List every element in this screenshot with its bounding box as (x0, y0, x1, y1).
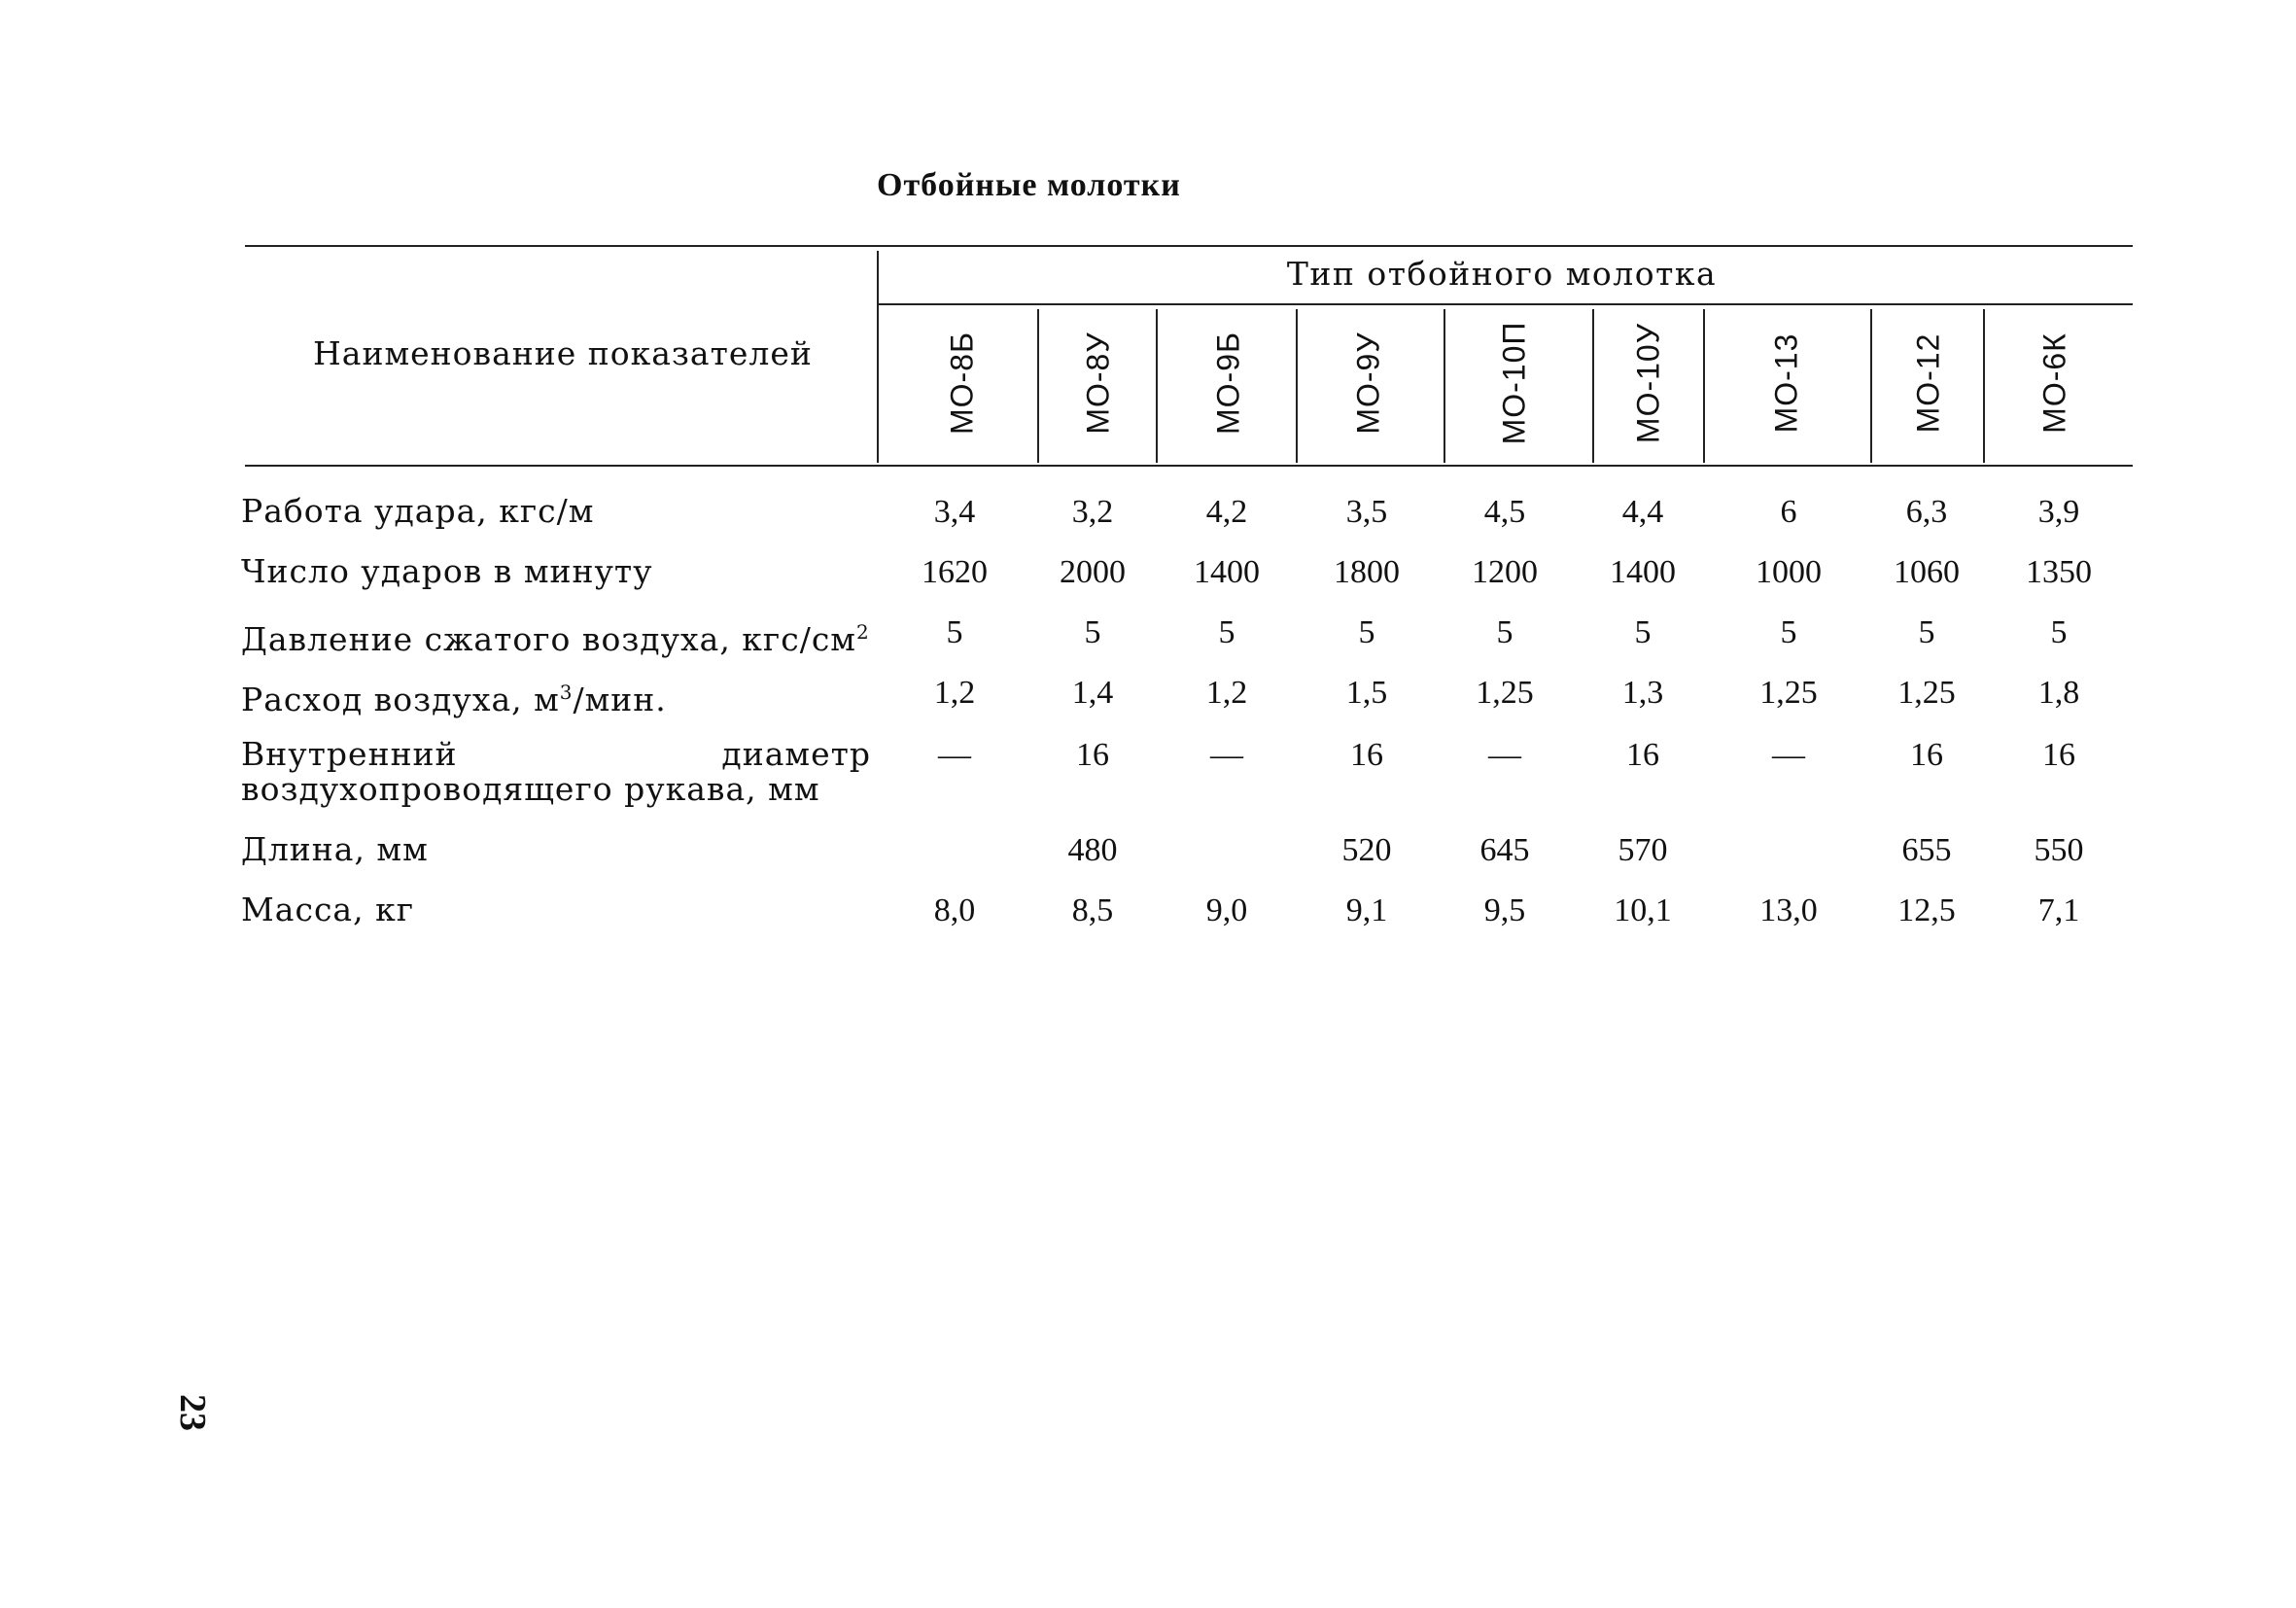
table-cell: 9,0 (1205, 892, 1248, 928)
row-label-air-consumption: Расход воздуха, $м^3$/мин. (241, 681, 667, 718)
row-label-impact-energy: Работа удара, кгс/м (241, 492, 595, 530)
table-cell: 3,5 (1345, 494, 1388, 530)
table-cell: 2000 (1060, 554, 1126, 590)
table-cell: 1,25 (1759, 675, 1818, 711)
column-header-mo-9b: МО-9Б (1210, 332, 1246, 435)
table-cell: 1,2 (1205, 675, 1248, 711)
column-header-mo-8u: МО-8У (1080, 332, 1116, 435)
table-cell: — (1210, 737, 1243, 773)
column-header-mo-6k: МО-6К (2036, 332, 2072, 434)
table-cell: 1,2 (933, 675, 976, 711)
table-cell: 1800 (1334, 554, 1400, 590)
table-cell: 1,25 (1897, 675, 1956, 711)
group-rule (879, 303, 2133, 305)
top-rule (245, 245, 2133, 247)
table-cell: 3,9 (2037, 494, 2080, 530)
table-cell: 5 (1358, 614, 1375, 650)
table-cell: 9,1 (1345, 892, 1388, 928)
table-cell: 5 (1496, 614, 1513, 650)
row-label-blows-per-minute: Число ударов в минуту (241, 552, 653, 590)
table-cell: 1350 (2026, 554, 2092, 590)
table-cell: 645 (1479, 832, 1530, 868)
table-cell: 5 (1218, 614, 1235, 650)
table-cell: 12,5 (1897, 892, 1956, 928)
table-cell: 13,0 (1759, 892, 1818, 928)
table-cell: 4,5 (1483, 494, 1526, 530)
table-cell: 1200 (1472, 554, 1538, 590)
table-cell: 4,2 (1205, 494, 1248, 530)
table-cell: 16 (1350, 737, 1383, 773)
column-header-mo-10u: МО-10У (1630, 322, 1666, 444)
table-cell: 1400 (1194, 554, 1260, 590)
column-divider (1592, 309, 1594, 463)
table-cell: 550 (2034, 832, 2084, 868)
column-divider (1983, 309, 1985, 463)
table-cell: 1,3 (1621, 675, 1664, 711)
column-header-mo-8b: МО-8Б (944, 332, 980, 435)
table-cell: 7,1 (2037, 892, 2080, 928)
column-header-mo-9u: МО-9У (1350, 332, 1386, 435)
table-cell: 1,25 (1476, 675, 1534, 711)
table-cell: 16 (2042, 737, 2075, 773)
page-number: 23 (172, 1394, 213, 1431)
table-cell: 16 (1626, 737, 1659, 773)
table-title: Отбойные молотки (877, 167, 1181, 203)
table-cell: 6,3 (1905, 494, 1948, 530)
table-cell: — (1488, 737, 1521, 773)
table-cell: — (938, 737, 971, 773)
table-cell: 5 (1918, 614, 1935, 650)
column-header-mo-10p: МО-10П (1496, 321, 1532, 445)
column-divider (1444, 309, 1445, 463)
group-header: Тип отбойного молотка (1286, 255, 1718, 293)
column-divider (1296, 309, 1298, 463)
table-cell: 3,4 (933, 494, 976, 530)
row-label-length: Длина, мм (241, 830, 429, 868)
table-cell: 4,4 (1621, 494, 1664, 530)
table-cell: 570 (1618, 832, 1668, 868)
table-cell: 5 (1780, 614, 1797, 650)
column-divider (1870, 309, 1872, 463)
indicator-header: Наименование показателей (313, 334, 813, 372)
table-cell: 1,8 (2037, 675, 2080, 711)
table-cell: 1000 (1756, 554, 1822, 590)
column-header-mo-12: МО-12 (1910, 332, 1946, 434)
table-cell: 3,2 (1071, 494, 1114, 530)
table-cell: 1060 (1894, 554, 1960, 590)
row-label-mass: Масса, кг (241, 891, 414, 928)
table-cell: 5 (1084, 614, 1101, 650)
table-cell: 5 (1634, 614, 1652, 650)
table-cell: — (1772, 737, 1805, 773)
column-divider (1156, 309, 1158, 463)
table-cell: 16 (1910, 737, 1943, 773)
table-cell: 1620 (922, 554, 988, 590)
table-cell: 6 (1780, 494, 1797, 530)
table-cell: 480 (1067, 832, 1118, 868)
table-cell: 1,5 (1345, 675, 1388, 711)
table-cell: 16 (1076, 737, 1109, 773)
column-divider (1703, 309, 1705, 463)
table-cell: 8,5 (1071, 892, 1114, 928)
table-cell: 8,0 (933, 892, 976, 928)
row-label-air-pressure: Давление сжатого воздуха, кгс/$см^2$ (241, 620, 870, 658)
column-divider (1037, 309, 1039, 463)
table-cell: 10,1 (1614, 892, 1672, 928)
table-cell: 1,4 (1071, 675, 1114, 711)
table-cell: 655 (1901, 832, 1952, 868)
column-header-mo-13: МО-13 (1768, 332, 1804, 434)
header-bottom-rule (245, 465, 2133, 467)
row-label-hose-diameter: Внутренний диаметр воздухопроводящего рукава, мм (241, 735, 871, 808)
table-cell: 1400 (1610, 554, 1676, 590)
table-cell: 5 (2050, 614, 2068, 650)
table-cell: 520 (1341, 832, 1392, 868)
table-cell: 5 (946, 614, 963, 650)
table-cell: 9,5 (1483, 892, 1526, 928)
